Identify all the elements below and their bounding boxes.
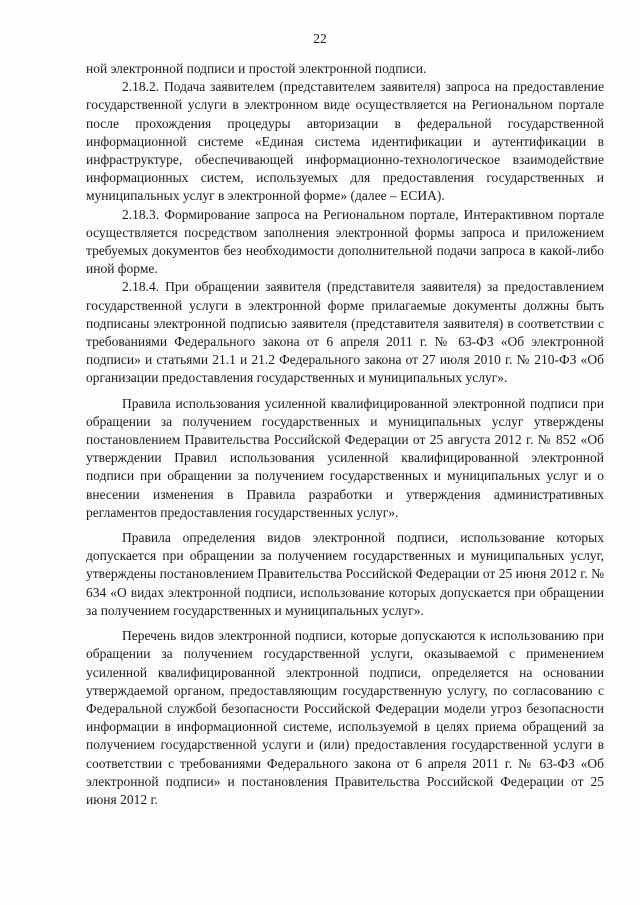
paragraph-rules-types: Правила определения видов электронной подписи, использование которых допускается при обращении за получением государственных и муниципальных услуг, утверждены постановлением Правительства Российской Федерации от 25 июня 2012 г. № 634 «О видах электронной подписи, использование которых допускается при обращении за получением государственных и муниципальных услуг». [86, 530, 604, 618]
paragraph-signature-list: Перечень видов электронной подписи, которые допускаются к использованию при обращении за получением государственной услуги, оказываемой с применением усиленной квалифицированной электронной подписи, определяется на основании утверждаемой органом, предоставляющим государственную услугу, по согласованию с Федеральной службой безопасности Российской Федерации модели угроз безопасности информации в информационной системе, используемой в целях приема обращений за получением государственной услуги и (или) предоставления государственной услуги в соответствии с требованиями Федерального закона от 6 апреля 2011 г. № 63-ФЗ «Об электронной подписи» и постановления Правительства Российской Федерации от 25 июня 2012 г. [86, 628, 604, 807]
paragraph-rules-usage: Правила использования усиленной квалифицированной электронной подписи при обращении за получением государственных и муниципальных услуг утверждены постановлением Правительства Российской Федерации от 25 августа 2012 г. № 852 «Об утверждении Правил использования усиленной квалифицированной электронной подписи при обращении за получением государственных и муниципальных услуг и о внесении изменения в Правила разработки и утверждения административных регламентов предоставления государственных услуг». [86, 395, 604, 520]
document-body [86, 60, 604, 809]
paragraph-continuation: ной электронной подписи и простой электронной подписи. [86, 61, 427, 76]
paragraph-2-18-4: 2.18.4. При обращении заявителя (представителя заявителя) за предоставлением государственной услуги в электронной форме прилагаемые документы должны быть подписаны электронной подписью заявителя (представителя заявителя) в соответствии с требованиями Федерального закона от 6 апреля 2011 г. № 63-ФЗ «Об электронной подписи» и статьями 21.1 и 21.2 Федерального закона от 27 июля 2010 г. № 210-ФЗ «Об организации предоставления государственных и муниципальных услуг». [86, 279, 604, 386]
paragraph-2-18-3: 2.18.3. Формирование запроса на Региональном портале, Интерактивном портале осуществляется посредством заполнения электронной формы запроса и приложением требуемых документов без необходимости дополнительной подачи запроса в какой-либо иной форме. [86, 206, 604, 277]
page-number: 22 [313, 31, 327, 46]
paragraph-2-18-2: 2.18.2. Подача заявителем (представителем заявителя) запроса на предоставление государственной услуги в электронном виде осуществляется на Региональном портале после прохождения процедуры авторизации в федеральной государственной информационной системе «Единая система идентификации и аутентификации в инфраструктуре, обеспечивающей информационно-технологическое взаимодействие информационных систем, используемых для предоставления государственных и муниципальных услуг в электронной форме» (далее – ЕСИА). [86, 79, 604, 204]
